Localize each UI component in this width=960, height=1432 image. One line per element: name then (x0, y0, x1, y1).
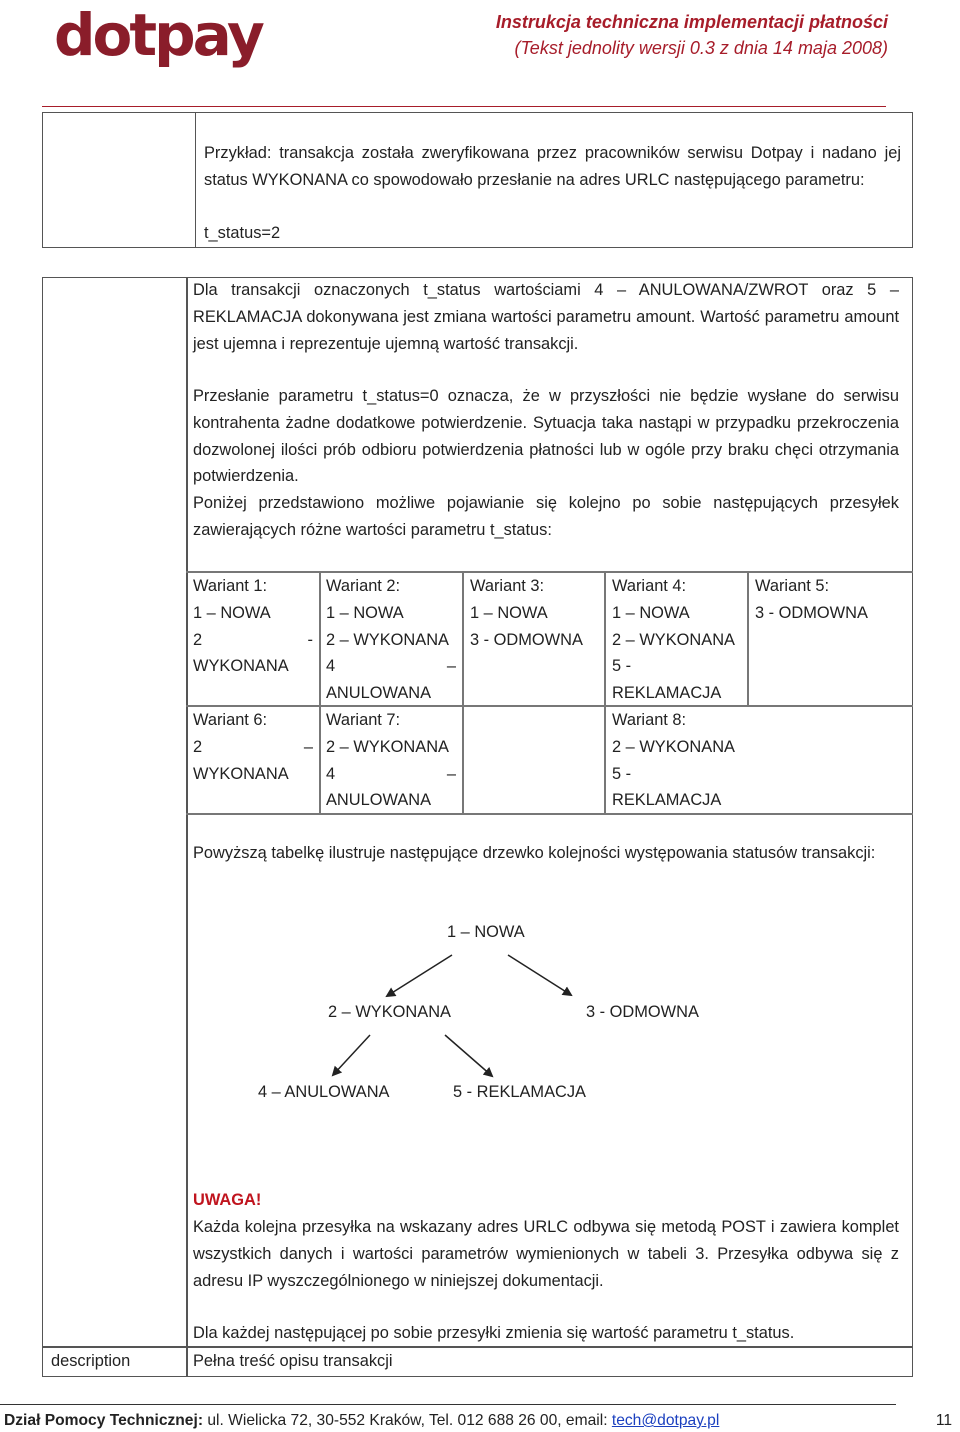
logo-text: dotpay (54, 1, 262, 69)
variant-4-title: Wariant 4: (612, 577, 687, 595)
param-name-description: description (51, 1352, 131, 1370)
tree-node-wykonana: 2 – WYKONANA (328, 1003, 451, 1021)
example-param: t_status=2 (204, 224, 281, 242)
variant-1-step: WYKONANA (193, 657, 289, 676)
arrow-wykonana-to-anulowana (333, 1035, 370, 1075)
arrow-nowa-to-wykonana (387, 955, 452, 996)
tree-node-odmowna: 3 - ODMOWNA (586, 1003, 699, 1021)
footer-divider (0, 1404, 896, 1405)
arrow-nowa-to-odmowna (508, 955, 571, 995)
description-row (42, 1346, 913, 1377)
param-value-description: Pełna treść opisu transakcji (193, 1352, 393, 1370)
variant-2-step: ANULOWANA (326, 684, 432, 703)
footer-address: ul. Wielicka 72, 30-552 Kraków, Tel. 012 688 26 00, email: (203, 1412, 612, 1429)
tree-intro-paragraph: Powyższą tabelkę ilustruje następujące drzewko kolejności występowania statusów transakcji: (193, 844, 876, 862)
variant-2-step: 4 – (326, 657, 456, 676)
arrow-wykonana-to-reklamacja (445, 1035, 492, 1076)
variant-3-title: Wariant 3: (470, 577, 545, 595)
variant-7-step: 4 – (326, 764, 456, 783)
variant-4-step: 2 – WYKONANA (612, 630, 735, 649)
warning-label: UWAGA! (193, 1191, 262, 1209)
amount-paragraph: Dla transakcji oznaczonych t_status wartościami 4 – ANULOWANA/ZWROT oraz 5 – REKLAMACJA dokonywana jest zmiana wartości parametru amount. Wartość parametru amount jest ujemna i reprezentuje ujemną wartość transakcji. (193, 281, 899, 353)
variant-8-step: 2 – WYKONANA (612, 737, 735, 756)
footer-dept: Dział Pomocy Technicznej: (4, 1412, 204, 1429)
tree-node-nowa: 1 – NOWA (447, 923, 525, 941)
t-status-change-note: Dla każdej następującej po sobie przesyłki zmienia się wartość parametru t_status. (193, 1324, 795, 1342)
variant-6-title: Wariant 6: (193, 711, 268, 729)
variant-1-title: Wariant 1: (193, 577, 268, 595)
variant-6-step: WYKONANA (193, 764, 289, 783)
variant-1-step: 1 – NOWA (193, 603, 271, 622)
footer-contact (4, 1412, 719, 1430)
footer-email-link[interactable]: tech@dotpay.pl (611, 1412, 720, 1429)
variant-2-step: 1 – NOWA (326, 603, 404, 622)
page-number: 11 (935, 1412, 952, 1429)
variant-8-title: Wariant 8: (612, 711, 687, 729)
document-title: Instrukcja techniczna implementacji płatności (495, 12, 888, 32)
sequence-intro-paragraph: Poniżej przedstawiono możliwe pojawianie się kolejno po sobie następujących przesyłek zawierających różne wartości parametru t_status: (193, 494, 899, 539)
variant-2-step: 2 – WYKONANA (326, 630, 449, 649)
variant-6-step: 2 – (193, 737, 313, 756)
document-version: (Tekst jednolity wersji 0.3 z dnia 14 maja 2008) (514, 38, 888, 58)
variant-7-step: ANULOWANA (326, 791, 432, 810)
t-status-zero-paragraph: Przesłanie parametru t_status=0 oznacza, że w przyszłości nie będzie wysłane do serwisu kontrahenta żadne dodatkowe potwierdzenie. Sytuacja taka nastąpi w przypadku przekroczenia dozwolonej ilości prób odbioru potwierdzenia płatności lub w ogóle przy braku chęci otrzymania potwierdzenia. (193, 387, 899, 486)
variant-5-step: 3 - ODMOWNA (755, 603, 868, 622)
variant-8-step: 5 - REKLAMACJA (612, 764, 722, 810)
variant-2-title: Wariant 2: (326, 577, 401, 595)
variant-3-step: 3 - ODMOWNA (470, 630, 583, 649)
variant-5-title: Wariant 5: (755, 577, 830, 595)
variant-1-step: 2 - (193, 630, 313, 649)
variant-3-step: 1 – NOWA (470, 603, 548, 622)
example-text: Przykład: transakcja została zweryfikowana przez pracowników serwisu Dotpay i nadano jej status WYKONANA co spowodowało przesłanie na adres URLC następującego parametru: (204, 144, 901, 189)
variant-7-step: 2 – WYKONANA (326, 737, 449, 756)
warning-text: Każda kolejna przesyłka na wskazany adres URLC odbywa się metodą POST i zawiera komplet wszystkich danych i wartości parametrów wymienionych w tabeli 3. Przesyłka odbywa się z adresu IP wyszczególnionego w niniejszej dokumentacji. (193, 1218, 899, 1290)
tree-node-anulowana: 4 – ANULOWANA (258, 1083, 390, 1101)
variant-4-step: 5 - REKLAMACJA (612, 657, 722, 703)
variant-4-step: 1 – NOWA (612, 603, 690, 622)
tree-node-reklamacja: 5 - REKLAMACJA (453, 1083, 586, 1101)
variant-7-title: Wariant 7: (326, 711, 401, 729)
